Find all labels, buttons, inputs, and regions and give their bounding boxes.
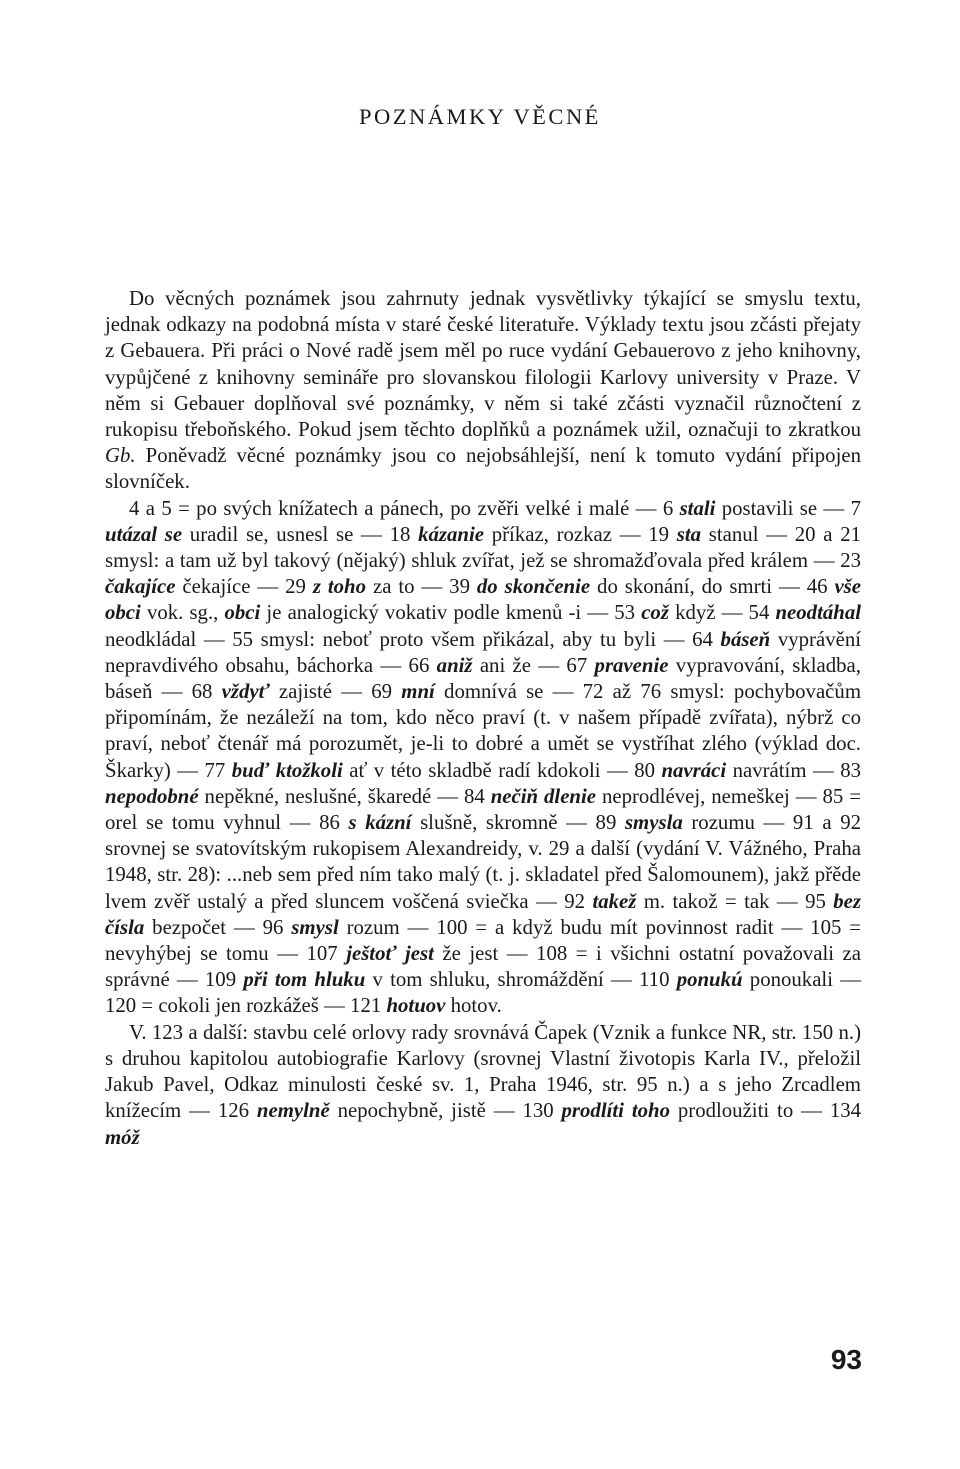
lemma-term: vše obci	[105, 575, 862, 625]
lemma-term: pravenie	[594, 653, 669, 677]
notes-paragraph	[105, 496, 861, 1020]
intro-abbreviation: Gb.	[105, 444, 136, 468]
note-text: když — 54	[668, 601, 776, 625]
lemma-term: smysl	[291, 915, 339, 939]
final-paragraph	[105, 1020, 861, 1151]
intro-text-end: Poněvadž věcné poznámky jsou co nejobsáhlejší, není k tomuto vydání připojen slovníček.	[105, 444, 861, 494]
note-text: rozum — 100 = a když budu mít povinnost radit — 105 = nevyhýbej se tomu — 107	[105, 915, 861, 966]
note-text: hotov.	[445, 994, 502, 1018]
note-text: ponoukali — 120 = cokoli jen rozkážeš — 121	[105, 968, 862, 1018]
note-text: m. takož = tak — 95	[636, 889, 834, 913]
page-heading: POZNÁMKY VĚCNÉ	[359, 104, 601, 129]
note-text: slušně, skromně — 89	[411, 811, 625, 835]
note-text: uradil se, usnesl se — 18	[182, 522, 419, 546]
lemma-term: s kázní	[348, 811, 412, 835]
notes-body	[105, 286, 861, 1151]
note-text: je analogický vokativ podle kmenů -i — 53	[260, 601, 642, 625]
lemma-term: smysla	[624, 811, 683, 835]
note-text: 4 a 5 = po svých knížatech a pánech, po zvěři velké i malé — 6	[129, 496, 680, 520]
lemma-term: vždyť	[221, 680, 270, 704]
note-text: vok. sg.,	[140, 601, 225, 625]
note-text: do skonání, do smrti — 46	[590, 575, 835, 599]
lemma-term: hotuov	[386, 994, 446, 1018]
lemma-term: báseň	[720, 627, 771, 651]
lemma-term: kázanie	[418, 522, 484, 546]
note-text: čekajíce — 29	[175, 575, 313, 599]
note-text: v tom shluku, shromáždění — 110	[365, 968, 677, 992]
note-text: domnívá se — 72 až 76 smysl: pochybovačům připomínám, že nezáleží na tom, kdo něco praví (t. v našem případě zvířata), nýbrž co praví, neboť čtenář má porozumět, je-li to dobré a umět se vystříhat zlého (výklad doc. Škarky) — 77	[105, 680, 861, 782]
lemma-term: nemylně	[256, 1099, 330, 1123]
lemma-term: utázal se	[105, 522, 183, 546]
note-text: vypravování, skladba, báseň — 68	[105, 653, 861, 704]
lemma-term: navráci	[661, 758, 727, 782]
lemma-term: takež	[592, 889, 637, 913]
lemma-term: neodtáhal	[775, 601, 861, 625]
lemma-term: mní	[401, 680, 435, 704]
note-text: prodloužiti to — 134	[669, 1099, 862, 1123]
lemma-term: prodlíti toho	[561, 1099, 670, 1123]
lemma-term: sta	[676, 522, 702, 546]
note-text: vyprávění nepravdivého obsahu, báchorka — 66	[105, 627, 862, 677]
lemma-term: buď ktožkoli	[231, 758, 343, 782]
lemma-term: nepodobné	[105, 784, 199, 808]
note-text: neodkládal — 55 smysl: neboť proto všem přikázal, aby tu byli — 64	[105, 627, 721, 651]
intro-text: Do věcných poznámek jsou zahrnuty jednak vysvětlivky týkající se smyslu textu, jednak odkazy na podobná místa v staré české literatuře. Výklady textu jsou zčásti přejaty z Gebauera. Při práci o Nové radě jsem měl po ruce vydání Gebauerovo z jeho knihovny, vypůjčené z knihovny semináře pro slovanskou filologii Karlovy university v Praze. V něm si Gebauer doplňoval své poznámky, v něm si také zčásti vyznačil různočtení z rukopisu třeboňského. Pokud jsem těchto doplňků a poznámek užil, označuji to zkratkou	[105, 287, 861, 442]
note-text: ani že — 67	[472, 653, 595, 677]
note-text: příkaz, rozkaz — 19	[483, 522, 677, 546]
intro-paragraph	[105, 286, 861, 496]
page-number: 93	[830, 1344, 862, 1375]
note-text: že jest — 108 = i všichni ostatní považovali za správné — 109	[105, 942, 861, 992]
lemma-term: aniž	[436, 653, 473, 677]
note-text: neprodlévej, nemeškej — 85 = orel se tomu vyhnul — 86	[105, 784, 861, 835]
lemma-term: což	[641, 601, 669, 625]
note-text: rozumu — 91 a 92 srovnej se svatovítským rukopisem Alexandreidy, v. 29 a další (vydání V. Vážného, Praha 1948, str. 28): ...neb sem před ním tako malý (t. j. skladatel před Šalomounem), jakž přěde lvem zvěř ustalý a před sluncem voščená sviečka — 92	[105, 811, 862, 913]
note-text: zajisté — 69	[269, 680, 402, 704]
note-text: navrátím — 83	[726, 758, 861, 782]
lemma-term: obci	[224, 601, 261, 625]
lemma-term: ještoť jest	[346, 942, 434, 966]
note-text: nepochybně, jistě — 130	[329, 1099, 562, 1123]
note-text: ať v této skladbě radí kdokoli — 80	[342, 758, 662, 782]
note-text: V. 123 a další: stavbu celé orlovy rady srovnává Čapek (Vznik a funkce NR, str. 150 n.) s druhou kapitolou autobiografie Karlovy (srovnej Vlastní životopis Karla IV., přeložil Jakub Pavel, Odkaz minulosti české sv. 1, Praha 1946, str. 95 n.) a s jeho Zrcadlem knížecím — 126	[105, 1020, 861, 1123]
lemma-term: ponukú	[676, 968, 743, 992]
lemma-term: čakajíce	[105, 575, 176, 599]
lemma-term: při tom hluku	[243, 968, 366, 992]
lemma-term: móž	[105, 1125, 140, 1149]
lemma-term: z toho	[312, 575, 367, 599]
note-text: postavili se — 7	[715, 496, 861, 520]
lemma-term: do skončenie	[476, 575, 591, 599]
note-text: bezpočet — 96	[144, 915, 292, 939]
note-text: nepěkné, neslušné, škaredé — 84	[198, 784, 491, 808]
lemma-term: stali	[679, 496, 716, 520]
lemma-term: nečiň dlenie	[490, 784, 597, 808]
lemma-term: bez čísla	[105, 889, 861, 939]
note-text: stanul — 20 a 21 smysl: a tam už byl takový (nějaký) shluk zvířat, jež se shromažďovala před králem — 23	[105, 522, 862, 573]
note-text: za to — 39	[366, 575, 477, 599]
